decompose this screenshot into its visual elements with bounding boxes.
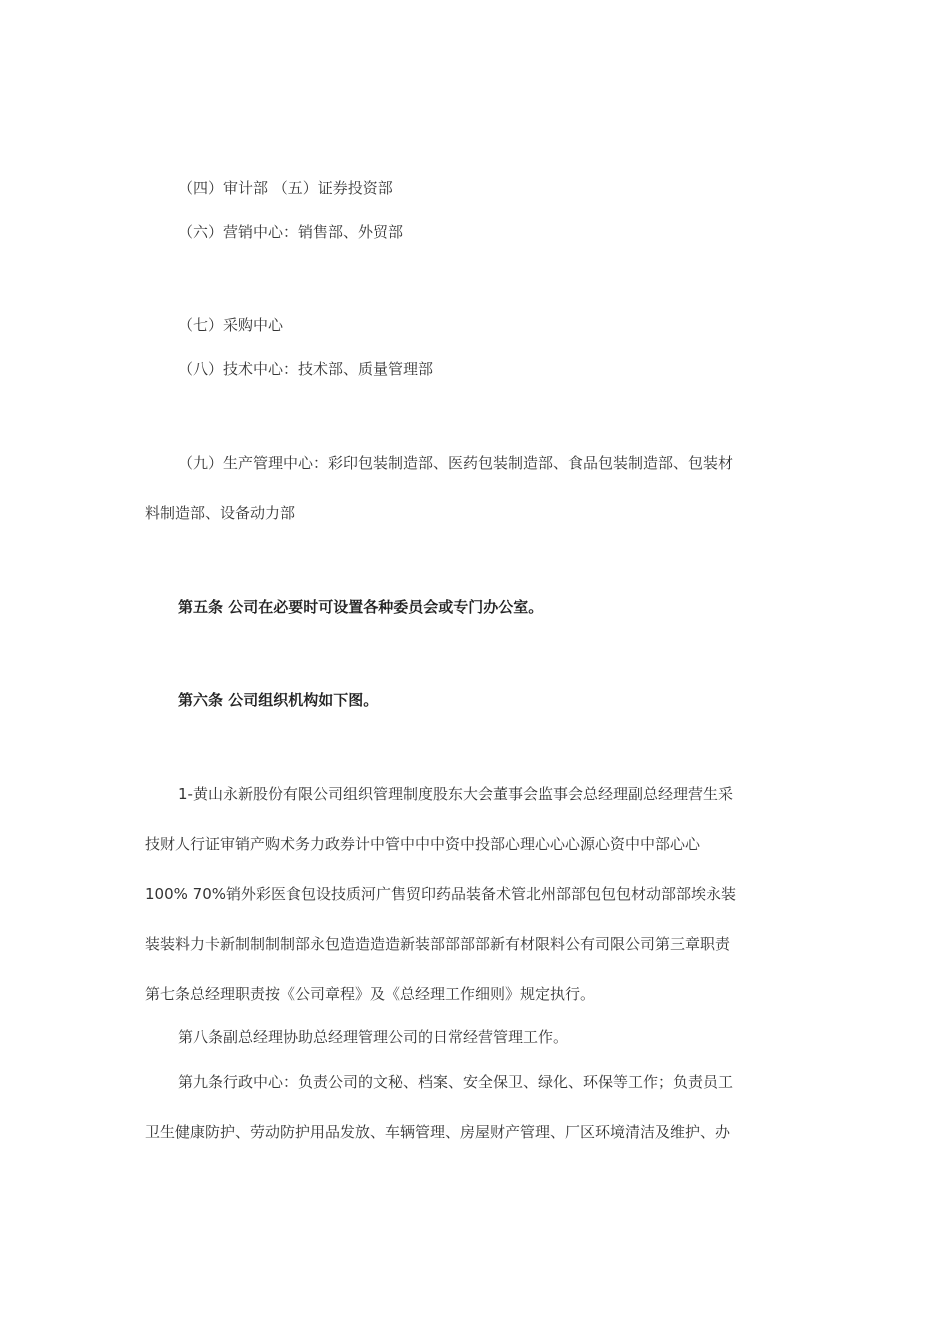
org-chart-text-line-4: 装装料力卡新制制制制部永包造造造造新装部部部部新有材限料公有司限公司第三章职责 bbox=[145, 935, 731, 953]
text-line-audit-securities: （四）审计部 （五）证券投资部 bbox=[178, 179, 393, 197]
article-6-heading: 第六条 公司组织机构如下图。 bbox=[178, 691, 379, 709]
text-line-production-center: （九）生产管理中心：彩印包装制造部、医药包装制造部、食品包装制造部、包装材 bbox=[178, 454, 734, 472]
article-9-text: 第九条行政中心：负责公司的文秘、档案、安全保卫、绿化、环保等工作；负责员工 bbox=[178, 1073, 734, 1091]
text-line-purchasing-center: （七）采购中心 bbox=[178, 316, 284, 334]
text-line-production-center-cont: 料制造部、设备动力部 bbox=[145, 504, 296, 522]
article-7-text: 第七条总经理职责按《公司章程》及《总经理工作细则》规定执行。 bbox=[145, 985, 596, 1003]
article-8-text: 第八条副总经理协助总经理管理公司的日常经营管理工作。 bbox=[178, 1028, 569, 1046]
text-line-technical-center: （八）技术中心：技术部、质量管理部 bbox=[178, 360, 434, 378]
article-9-text-cont: 卫生健康防护、劳动防护用品发放、车辆管理、房屋财产管理、厂区环境清洁及维护、办 bbox=[145, 1123, 731, 1141]
org-chart-text-line-1: 1-黄山永新股份有限公司组织管理制度股东大会董事会监事会总经理副总经理营生采 bbox=[178, 785, 733, 803]
org-chart-text-line-2: 技财人行证审销产购术务力政券计中管中中中资中投部心理心心心源心资中中部心心 bbox=[145, 835, 701, 853]
article-5-heading: 第五条 公司在必要时可设置各种委员会或专门办公室。 bbox=[178, 598, 544, 616]
text-line-marketing-center: （六）营销中心：销售部、外贸部 bbox=[178, 223, 404, 241]
org-chart-text-line-3: 100% 70%销外彩医食包设技质河广售贸印药品装备术管北州部部包包包材动部部埃永装 bbox=[145, 885, 736, 903]
